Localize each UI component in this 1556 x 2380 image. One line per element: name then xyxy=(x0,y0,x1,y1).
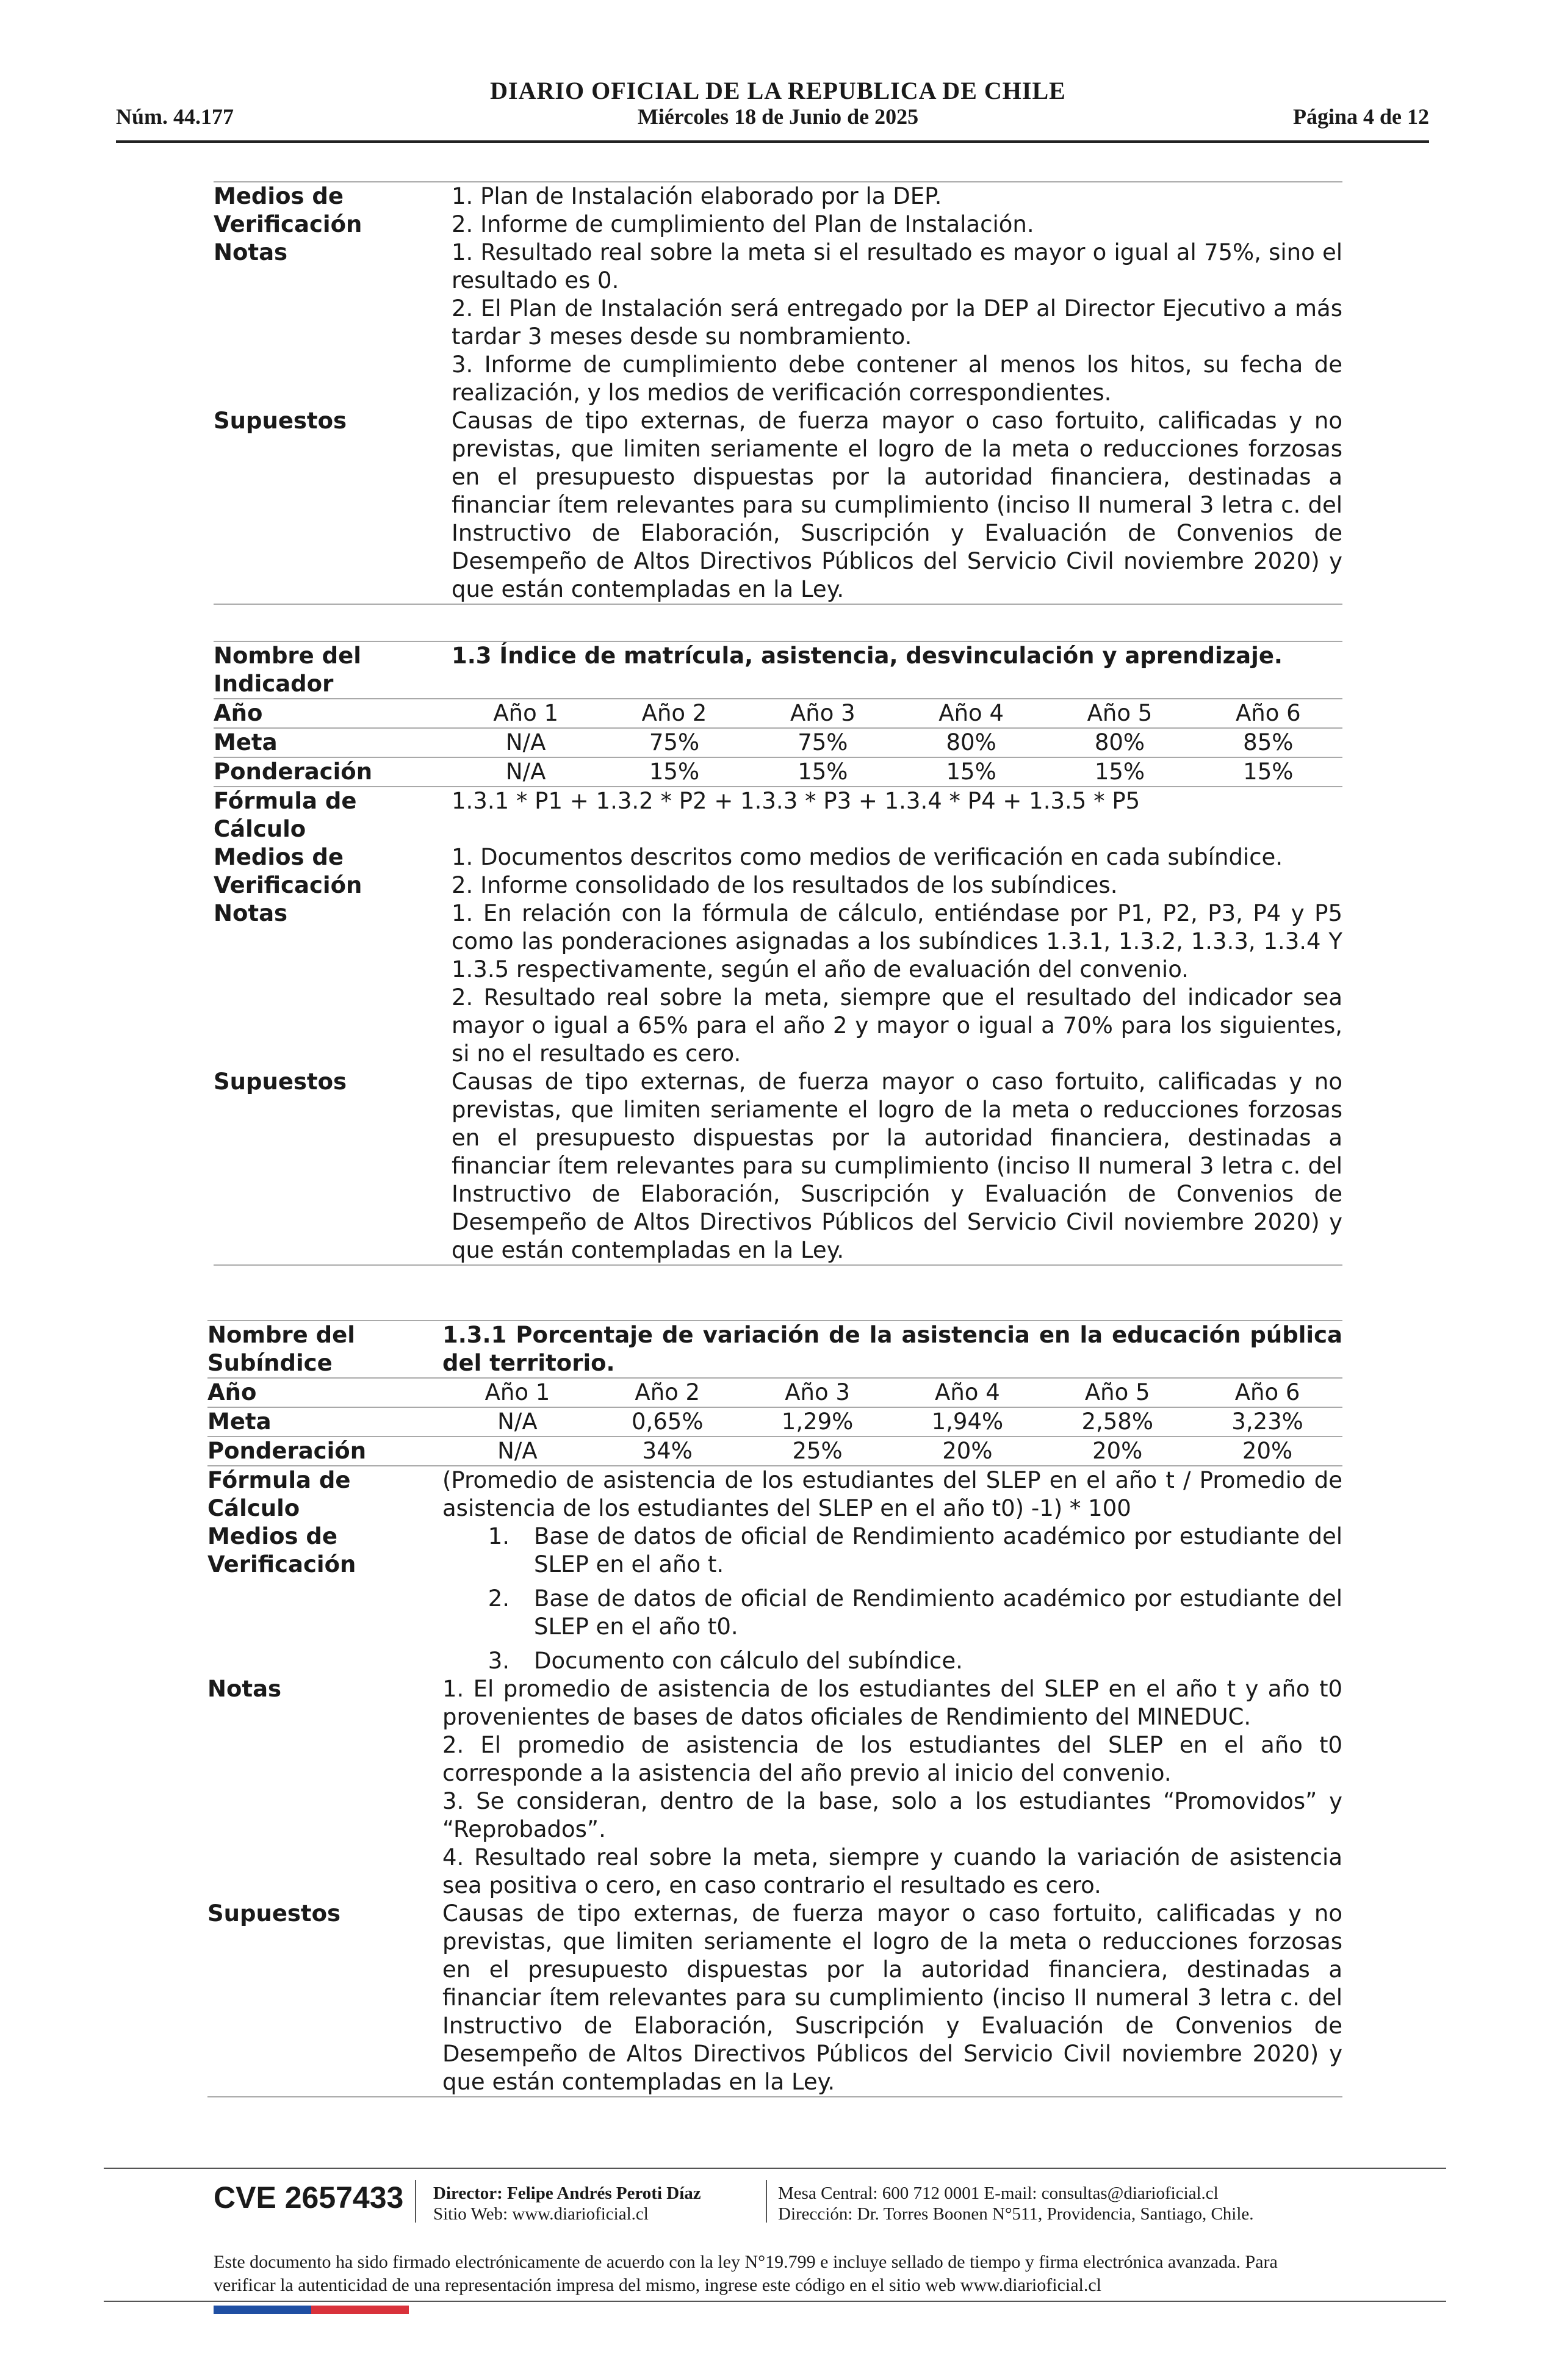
note-item: 1. El promedio de asistencia de los estudiantes del SLEP en el año t y año t0 provenientes de bases de datos oficiales de Rendimiento del MINEDUC. xyxy=(442,1676,1342,1730)
row-label: Supuestos xyxy=(214,408,347,434)
row-label: Supuestos xyxy=(207,1900,341,1927)
indicator-name: 1.3 Índice de matrícula, asistencia, desvinculación y aprendizaje. xyxy=(452,643,1283,669)
row-anio xyxy=(207,1379,1342,1408)
subindex-name: 1.3.1 Porcentaje de variación de la asistencia en la educación pública del territorio. xyxy=(442,1322,1342,1376)
row-label: Meta xyxy=(214,729,278,755)
row-label: Supuestos xyxy=(214,1069,347,1095)
list-item xyxy=(442,1647,1342,1675)
newspaper-title: DIARIO OFICIAL DE LA REPUBLICA DE CHILE xyxy=(490,77,1066,104)
row-label: Notas xyxy=(214,239,288,265)
year-cell: Año 6 xyxy=(1235,700,1301,726)
row-notas xyxy=(207,1675,1342,1900)
indicator-table-2 xyxy=(214,641,1342,1266)
flag-stripe-red xyxy=(311,2306,409,2314)
row-medios xyxy=(207,1523,1342,1675)
supuestos-text: Causas de tipo externas, de fuerza mayor o caso fortuito, calificadas y no previstas, que limiten seriamente el logro de la meta o reducciones forzosas en el presupuesto dispuestas por la autoridad financiera, destinadas a financiar ítem relevantes para su cumplimiento (inciso II numeral 3 letra c. del Instructivo de Elaboración, Suscripción y Evaluación de Convenios de Desempeño de Altos Directivos Públicos del Servicio Civil noviembre 2020) y que están contempladas en la Ley. xyxy=(442,1900,1342,2095)
year-cell: Año 4 xyxy=(935,1379,1000,1405)
year-cell: Año 3 xyxy=(785,1379,850,1405)
list-item xyxy=(442,1523,1342,1579)
row-label: Ponderación xyxy=(214,759,373,785)
meta-cell: N/A xyxy=(505,729,546,755)
row-label: Nombre del Indicador xyxy=(214,643,361,697)
year-cell: Año 3 xyxy=(790,700,855,726)
row-label: Meta xyxy=(207,1408,272,1435)
row-label: Año xyxy=(207,1379,257,1405)
row-label: Notas xyxy=(214,900,288,926)
list-item: 1. Plan de Instalación elaborado por la DEP. xyxy=(452,183,942,209)
row-nombre xyxy=(207,1321,1342,1379)
supuestos-text: Causas de tipo externas, de fuerza mayor o caso fortuito, calificadas y no previstas, que limiten seriamente el logro de la meta o reducciones forzosas en el presupuesto dispuestas por la autoridad financiera, destinadas a financiar ítem relevantes para su cumplimiento (inciso II numeral 3 letra c. del Instructivo de Elaboración, Suscripción y Evaluación de Convenios de Desempeño de Altos Directivos Públicos del Servicio Civil noviembre 2020) y que están contempladas en la Ley. xyxy=(452,1069,1342,1263)
signature-note: Este documento ha sido firmado electrónicamente de acuerdo con la ley N°19.799 e incluye sellado de tiempo y firma electrónica avanzada. Para verificar la autenticidad de una representación impresa del mismo, ingrese este código en el sitio web www.diarioficial.cl xyxy=(214,2252,1278,2295)
note-item: 4. Resultado real sobre la meta, siempre y cuando la variación de asistencia sea positiva o cero, en caso contrario el resultado es cero. xyxy=(442,1844,1342,1899)
list-number: 2. xyxy=(488,1585,510,1612)
weight-cell: 20% xyxy=(942,1438,993,1464)
meta-cell: 85% xyxy=(1243,729,1294,755)
row-formula xyxy=(207,1466,1342,1523)
list-number: 3. xyxy=(488,1648,510,1674)
footer-contact-block xyxy=(778,2183,1254,2224)
year-cell: Año 6 xyxy=(1234,1379,1300,1405)
meta-cell: 2,58% xyxy=(1081,1408,1153,1435)
row-label: Fórmula de Cálculo xyxy=(207,1467,351,1521)
row-label: Año xyxy=(214,700,263,726)
row-notas xyxy=(214,900,1342,1068)
address-line: Dirección: Dr. Torres Boonen N°511, Providencia, Santiago, Chile. xyxy=(778,2204,1254,2224)
weight-cell: 20% xyxy=(1092,1438,1143,1464)
row-meta xyxy=(214,729,1342,758)
website-link[interactable]: Sitio Web: www.diarioficial.cl xyxy=(433,2204,649,2224)
list-item: 2. Informe consolidado de los resultados de los subíndices. xyxy=(452,872,1118,898)
weight-cell: N/A xyxy=(505,759,546,785)
note-item: 3. Informe de cumplimiento debe contener al menos los hitos, su fecha de realización, y los medios de verificación correspondientes. xyxy=(452,352,1342,406)
year-cell: Año 4 xyxy=(938,700,1004,726)
row-label: Fórmula de Cálculo xyxy=(214,788,357,842)
indicator-table-1 xyxy=(214,181,1342,605)
meta-cell: 80% xyxy=(1094,729,1145,755)
weight-cell: 25% xyxy=(792,1438,843,1464)
row-ponderacion xyxy=(214,758,1342,787)
issue-number: Núm. 44.177 xyxy=(116,104,234,129)
weight-cell: 15% xyxy=(1094,759,1145,785)
formula-text: (Promedio de asistencia de los estudiantes del SLEP en el año t / Promedio de asistencia de los estudiantes del SLEP en el año t0) -1) * 100 xyxy=(442,1467,1342,1521)
row-label: Medios de Verificación xyxy=(207,1523,356,1578)
row-ponderacion xyxy=(207,1437,1342,1466)
cve-code: CVE 2657433 xyxy=(214,2180,404,2215)
formula-text: 1.3.1 * P1 + 1.3.2 * P2 + 1.3.3 * P3 + 1.3.4 * P4 + 1.3.5 * P5 xyxy=(452,788,1140,814)
note-item: 1. En relación con la fórmula de cálculo, entiéndase por P1, P2, P3, P4 y P5 como las ponderaciones asignadas a los subíndices 1.3.1, 1.3.2, 1.3.3, 1.3.4 Y 1.3.5 respectivamente, según el año de evaluación del convenio. xyxy=(452,900,1342,983)
weight-cell: 15% xyxy=(1243,759,1294,785)
row-notas xyxy=(214,239,1342,407)
meta-cell: 1,94% xyxy=(931,1408,1004,1435)
footer-director-block xyxy=(433,2183,701,2224)
footer-rule xyxy=(104,2301,1446,2302)
list-item xyxy=(442,1585,1342,1641)
row-label: Nombre del Subíndice xyxy=(207,1322,355,1376)
footer-rule xyxy=(104,2168,1446,2169)
meta-cell: N/A xyxy=(497,1408,538,1435)
supuestos-text: Causas de tipo externas, de fuerza mayor o caso fortuito, calificadas y no previstas, que limiten seriamente el logro de la meta o reducciones forzosas en el presupuesto dispuestas por la autoridad financiera, destinadas a financiar ítem relevantes para su cumplimiento (inciso II numeral 3 letra c. del Instructivo de Elaboración, Suscripción y Evaluación de Convenios de Desempeño de Altos Directivos Públicos del Servicio Civil noviembre 2020) y que están contempladas en la Ley. xyxy=(452,408,1342,602)
row-supuestos xyxy=(214,1068,1342,1266)
row-nombre xyxy=(214,642,1342,699)
row-label: Notas xyxy=(207,1676,282,1702)
row-supuestos xyxy=(214,407,1342,605)
meta-cell: 0,65% xyxy=(631,1408,704,1435)
subindex-table xyxy=(207,1320,1342,2097)
note-item: 2. El promedio de asistencia de los estudiantes del SLEP en el año t0 corresponde a la asistencia del año previo al inicio del convenio. xyxy=(442,1732,1342,1786)
meta-cell: 3,23% xyxy=(1231,1408,1303,1435)
year-cell: Año 5 xyxy=(1087,700,1153,726)
list-item: 1. Documentos descritos como medios de verificación en cada subíndice. xyxy=(452,844,1283,870)
list-text: Documento con cálculo del subíndice. xyxy=(534,1648,963,1674)
weight-cell: 15% xyxy=(649,759,700,785)
list-text: Base de datos de oficial de Rendimiento académico por estudiante del SLEP en el año t0. xyxy=(534,1585,1342,1640)
year-cell: Año 2 xyxy=(635,1379,701,1405)
weight-cell: N/A xyxy=(497,1438,538,1464)
row-label: Medios de Verificación xyxy=(214,183,362,237)
meta-cell: 75% xyxy=(798,729,848,755)
meta-cell: 75% xyxy=(649,729,700,755)
flag-stripe-blue xyxy=(214,2306,311,2314)
weight-cell: 15% xyxy=(946,759,996,785)
page-number: Página 4 de 12 xyxy=(1292,104,1429,129)
note-item: 3. Se consideran, dentro de la base, solo a los estudiantes “Promovidos” y “Reprobados”. xyxy=(442,1788,1342,1842)
year-cell: Año 2 xyxy=(641,700,707,726)
year-cell: Año 5 xyxy=(1084,1379,1150,1405)
note-item: 1. Resultado real sobre la meta si el resultado es mayor o igual al 75%, sino el resultado es 0. xyxy=(452,239,1342,294)
row-label: Medios de Verificación xyxy=(214,844,362,898)
list-text: Base de datos de oficial de Rendimiento académico por estudiante del SLEP en el año t. xyxy=(534,1523,1342,1578)
header-rule xyxy=(116,140,1429,143)
row-formula xyxy=(214,787,1342,843)
row-label: Ponderación xyxy=(207,1438,367,1464)
weight-cell: 20% xyxy=(1242,1438,1293,1464)
contact-line: Mesa Central: 600 712 0001 E-mail: consultas@diarioficial.cl xyxy=(778,2183,1219,2203)
meta-cell: 1,29% xyxy=(781,1408,854,1435)
row-meta xyxy=(207,1408,1342,1437)
year-cell: Año 1 xyxy=(493,700,559,726)
director-name: Director: Felipe Andrés Peroti Díaz xyxy=(433,2183,701,2203)
footer-divider xyxy=(415,2180,416,2223)
row-medios xyxy=(214,843,1342,900)
weight-cell: 15% xyxy=(798,759,848,785)
footer-divider xyxy=(766,2180,767,2223)
weight-cell: 34% xyxy=(642,1438,693,1464)
row-supuestos xyxy=(207,1900,1342,2097)
note-item: 2. El Plan de Instalación será entregado por la DEP al Director Ejecutivo a más tardar 3 meses desde su nombramiento. xyxy=(452,295,1342,350)
meta-cell: 80% xyxy=(946,729,996,755)
note-item: 2. Resultado real sobre la meta, siempre que el resultado del indicador sea mayor o igual a 65% para el año 2 y mayor o igual a 70% para los siguientes, si no el resultado es cero. xyxy=(452,984,1342,1067)
list-item: 2. Informe de cumplimiento del Plan de Instalación. xyxy=(452,211,1034,237)
issue-date: Miércoles 18 de Junio de 2025 xyxy=(637,104,919,129)
list-number: 1. xyxy=(488,1523,510,1549)
year-cell: Año 1 xyxy=(484,1379,550,1405)
row-anio xyxy=(214,699,1342,729)
row-medios xyxy=(214,182,1342,239)
